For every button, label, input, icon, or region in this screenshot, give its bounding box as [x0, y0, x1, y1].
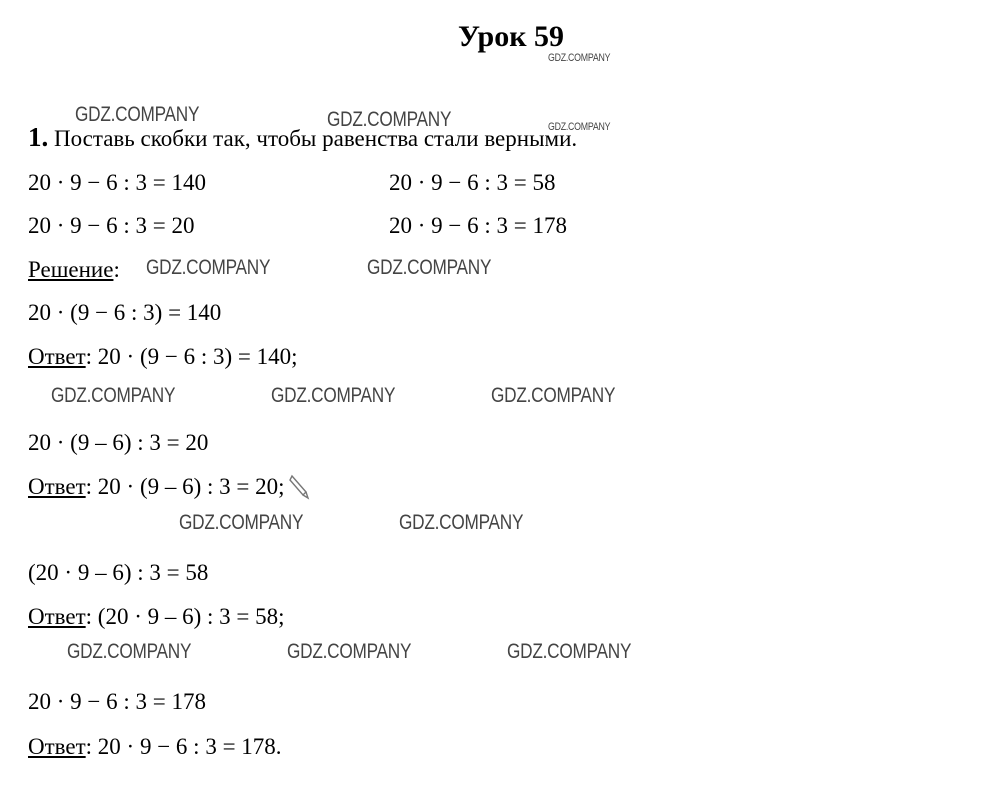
- step-answer-1: [28, 344, 298, 370]
- step-expression-1: 20 · (9 − 6 : 3) = 140: [28, 300, 222, 325]
- step-answer-4: [28, 734, 282, 760]
- solution-colon: :: [113, 257, 120, 282]
- step-expression-3: (20 · 9 – 6) : 3 = 58: [28, 560, 209, 585]
- watermark: GDZ.COMPANY: [271, 384, 396, 407]
- solution-label: Решение: [28, 257, 114, 282]
- step-answer-2: [28, 474, 285, 500]
- watermark: GDZ.COMPANY: [548, 121, 611, 133]
- pen-cursor-icon: [286, 472, 312, 500]
- step-expression-4: 20 · 9 − 6 : 3 = 178: [28, 689, 206, 714]
- answer-text: : 20 · (9 − 6 : 3) = 140;: [85, 344, 298, 369]
- answer-label: Ответ: [28, 734, 86, 759]
- step-answer-3: [28, 604, 285, 630]
- watermark: GDZ.COMPANY: [146, 256, 271, 279]
- answer-label: Ответ: [28, 344, 86, 369]
- watermark: GDZ.COMPANY: [548, 52, 611, 64]
- answer-label: Ответ: [28, 604, 86, 629]
- watermark: GDZ.COMPANY: [51, 384, 176, 407]
- watermark: GDZ.COMPANY: [491, 384, 616, 407]
- equation-left-1: 20 · 9 − 6 : 3 = 140: [28, 170, 206, 195]
- equation-left-2: 20 · 9 − 6 : 3 = 20: [28, 213, 195, 238]
- page-title: Урок 59: [458, 20, 565, 53]
- equation-right-1: 20 · 9 − 6 : 3 = 58: [389, 170, 556, 195]
- answer-label: Ответ: [28, 474, 86, 499]
- answer-text: : 20 · (9 – 6) : 3 = 20;: [85, 474, 285, 499]
- task-text: Поставь скобки так, чтобы равенства стали верными.: [54, 126, 578, 151]
- watermark: GDZ.COMPANY: [367, 256, 492, 279]
- watermark: GDZ.COMPANY: [287, 640, 412, 663]
- watermark: GDZ.COMPANY: [75, 103, 200, 126]
- answer-text: : (20 · 9 – 6) : 3 = 58;: [85, 604, 285, 629]
- watermark: GDZ.COMPANY: [507, 640, 632, 663]
- step-expression-2: 20 · (9 – 6) : 3 = 20: [28, 430, 209, 455]
- watermark: GDZ.COMPANY: [327, 108, 452, 131]
- solution-heading: [28, 257, 120, 283]
- task-number: 1.: [28, 122, 49, 152]
- watermark: GDZ.COMPANY: [67, 640, 192, 663]
- watermark: GDZ.COMPANY: [399, 511, 524, 534]
- watermark: GDZ.COMPANY: [179, 511, 304, 534]
- task-statement: [28, 124, 577, 152]
- answer-text: : 20 · 9 − 6 : 3 = 178.: [85, 734, 282, 759]
- equation-right-2: 20 · 9 − 6 : 3 = 178: [389, 213, 567, 238]
